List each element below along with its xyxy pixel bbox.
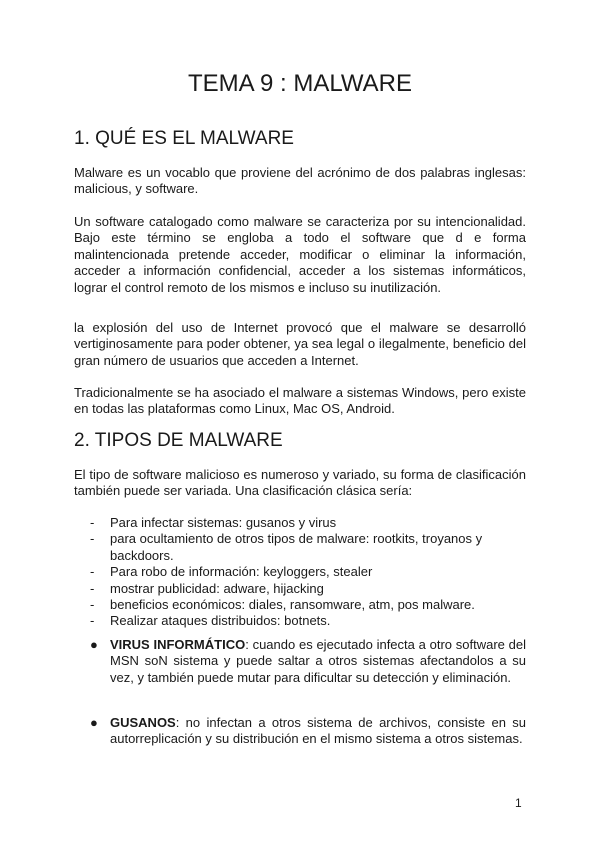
page-number: 1 xyxy=(515,796,522,810)
paragraph-definition: Malware es un vocablo que proviene del acrónimo de dos palabras inglesas: malicious, y software. xyxy=(74,165,526,197)
paragraph-types-intro: El tipo de software malicioso es numeroso y variado, su forma de clasificación también puede ser variada. Una clasificación clásica sería: xyxy=(74,467,526,499)
dash-marker: - xyxy=(90,515,95,530)
bullet-term: VIRUS INFORMÁTICO xyxy=(110,637,246,652)
malware-type-list xyxy=(74,515,526,630)
dash-marker: - xyxy=(90,580,95,596)
list-item: - para ocultamiento de otros tipos de malware: rootkits, troyanos y backdoors. xyxy=(90,531,483,563)
paragraph-platforms: Tradicionalmente se ha asociado el malware a sistemas Windows, pero existe en todas las plataformas como Linux, Mac OS, Android. xyxy=(74,385,526,417)
dash-marker: - xyxy=(90,531,95,547)
dash-marker: - xyxy=(90,564,95,580)
section-heading-what-is-malware: 1. QUÉ ES EL MALWARE xyxy=(74,128,294,149)
section-heading-malware-types: 2. TIPOS DE MALWARE xyxy=(74,430,283,451)
dash-marker: - xyxy=(90,597,95,613)
list-item: - beneficios económicos: diales, ransomware, atm, pos malware. xyxy=(90,597,475,613)
paragraph-internet: la explosión del uso de Internet provocó que el malware se desarrolló vertiginosamente para poder obtener, ya sea legal o ilegalmente, beneficio del gran número de usuarios que acceden a Internet. xyxy=(74,320,526,368)
bullet-text: : cuando es ejecutado infecta a otro software del MSN soN sistema y puede saltar a otros sistemas afectandolos a su vez, y también puede mutar para dificultar su detección y eliminación. xyxy=(110,637,526,685)
bullet-item-virus xyxy=(74,637,526,686)
dash-marker: - xyxy=(90,613,95,629)
bullet-dot-icon: ● xyxy=(90,715,98,730)
bullet-text: : no infectan a otros sistema de archivos, consiste en su autorreplicación y su distribución en el mismo sistema a otros sistemas. xyxy=(110,715,526,747)
bullet-item-worms xyxy=(74,715,526,748)
bullet-dot-icon: ● xyxy=(90,637,98,652)
bullet-term: GUSANOS xyxy=(110,715,176,730)
paragraph-intentionality: Un software catalogado como malware se caracteriza por su intencionalidad. Bajo este término se engloba a todo el software que d e forma malintencionada pretende acceder, modificar o eliminar la información, acceder a información confidencial, acceder a los sistemas informáticos, lograr el control remoto de los mismos e incluso su inutilización. xyxy=(74,214,526,295)
list-item: - mostrar publicidad: adware, hijacking xyxy=(90,580,324,596)
list-item: - Para robo de información: keyloggers, stealer xyxy=(90,564,373,580)
list-item: - Para infectar sistemas: gusanos y virus xyxy=(90,515,337,530)
list-item: - Realizar ataques distribuidos: botnets. xyxy=(90,613,331,629)
document-title: TEMA 9 : MALWARE xyxy=(187,70,413,97)
